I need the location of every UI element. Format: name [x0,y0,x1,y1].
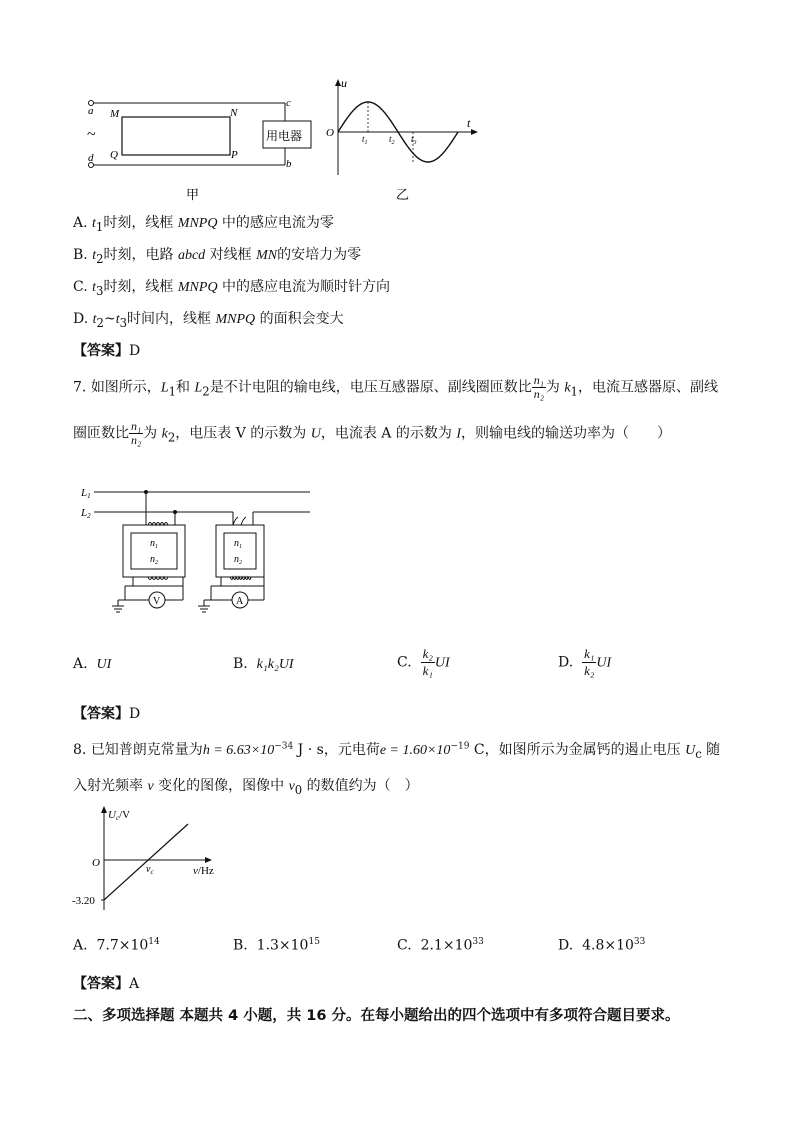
q8-stem-line2: 入射光频率 ν 变化的图像，图像中 $\nu_0$ 的数值约为（ ） [73,778,419,797]
q6-option-b[interactable]: B. $t_2$时刻，电路 abcd 对线框 MN的安培力为零 [73,247,362,266]
axis-u: u [341,76,347,90]
svg-text:L2: L2 [81,507,91,520]
q7-ratio-2: $\frac{\text{n₁}}{\text{n₂}}$ [131,419,142,447]
q7-ratio-1: $\frac{\text{n₁}}{\text{n₂}}$ [533,373,544,401]
q6-option-d[interactable]: D. $t_2\sim t_3$时间内，线框 MNPQ 的面积会变大 [73,311,344,330]
label-c: c [286,97,291,109]
q6-option-a[interactable]: A. $t_1$时刻，线框 MNPQ 中的感应电流为零 [73,215,334,234]
q7-answer: 【答案】D [73,706,141,722]
tick-t1: $t_1$ [362,134,368,146]
svg-text:L1: L1 [81,487,91,500]
q8-option-c[interactable]: C. $2.1\times 10^{33}$ [397,937,484,954]
svg-text:n2: $n_2$ [234,554,242,566]
label-P: P [231,149,238,161]
label-M: M [110,108,120,120]
svg-text:A: A [236,596,244,607]
q8-stem-line1: 8. 已知普朗克常量为$h = 6.63\times 10^{-34}$ J · s，元电荷$e = 1.60\times 10^{-19}$ C，如图所示为金属钙的遏止电压 $U_c$ 随 [73,741,721,761]
figure-stopping-voltage [70,800,230,915]
svg-text:νc: $\nu_c$ [146,864,154,876]
q7-stem-line2: 圈匝数比 $\frac{\text{n₁}}{\text{n₂}}$ 为 $k_2$，电压表 V 的示数为 U，电流表 A 的示数为 I，则输电线的输送功率为（ ） [73,419,671,447]
caption-yi: 乙 [396,187,410,202]
q7-stem-line1: 7. 如图所示，$L_1$和 $L_2$是不计电阻的输电线，电压互感器原、副线圈匝数比 $\frac{\text{n₁}}{\text{n₂}}$ 为 $k_1$，电流互感器原、副线 [73,373,718,401]
origin-O: O [326,127,334,139]
tick-t3: $t_3$ [411,134,417,146]
tick-t2: $t_2$ [389,134,395,146]
q7-option-c[interactable]: C. $\frac{\text{k₂}}{\text{k₁}}$ UI [397,646,450,678]
figure-transformers [78,482,318,614]
svg-text:ν/Hz: ν/Hz [193,865,214,877]
q6-answer: 【答案】D [73,343,141,359]
device-label: 用电器 [266,129,303,143]
label-b: b [286,158,292,170]
q8-option-d[interactable]: D. $4.8\times 10^{33}$ [558,937,646,954]
figure-yi [322,75,482,205]
ac-symbol: ~ [87,126,96,143]
figure-jia [80,95,320,205]
label-Q: Q [110,149,118,161]
label-N: N [230,107,238,119]
label-d: d [88,152,94,164]
q8-option-b[interactable]: B. $1.3\times 10^{15}$ [233,937,320,954]
svg-text:n1: $n_1$ [150,538,158,550]
q6-option-c[interactable]: C. $t_3$时刻，线框 MNPQ 中的感应电流为顺时针方向 [73,279,391,298]
svg-text:Uc/V: Uc/V [108,809,131,822]
q7-option-b[interactable]: B. k₁k₂UI [233,656,294,672]
svg-text:n1: $n_1$ [234,538,242,550]
q8-answer: 【答案】A [73,976,140,992]
svg-text:n2: $n_2$ [150,554,158,566]
svg-text:V: V [153,596,161,607]
section-heading-multiple-choice: 二、多项选择题 本题共 4 小题，共 16 分。在每小题给出的四个选项中有多项符合题目要求。 [73,1008,680,1024]
q7-option-a[interactable]: A. UI [73,656,112,672]
q8-option-a[interactable]: A. $7.7\times 10^{14}$ [73,937,160,954]
svg-text:-3.20: -3.20 [72,895,95,907]
caption-jia: 甲 [186,187,200,202]
axis-t: t [467,116,471,130]
label-a: a [88,105,94,117]
svg-text:O: O [92,857,100,869]
q7-option-d[interactable]: D. $\frac{\text{k₁}}{\text{k₂}}$ UI [558,646,612,678]
